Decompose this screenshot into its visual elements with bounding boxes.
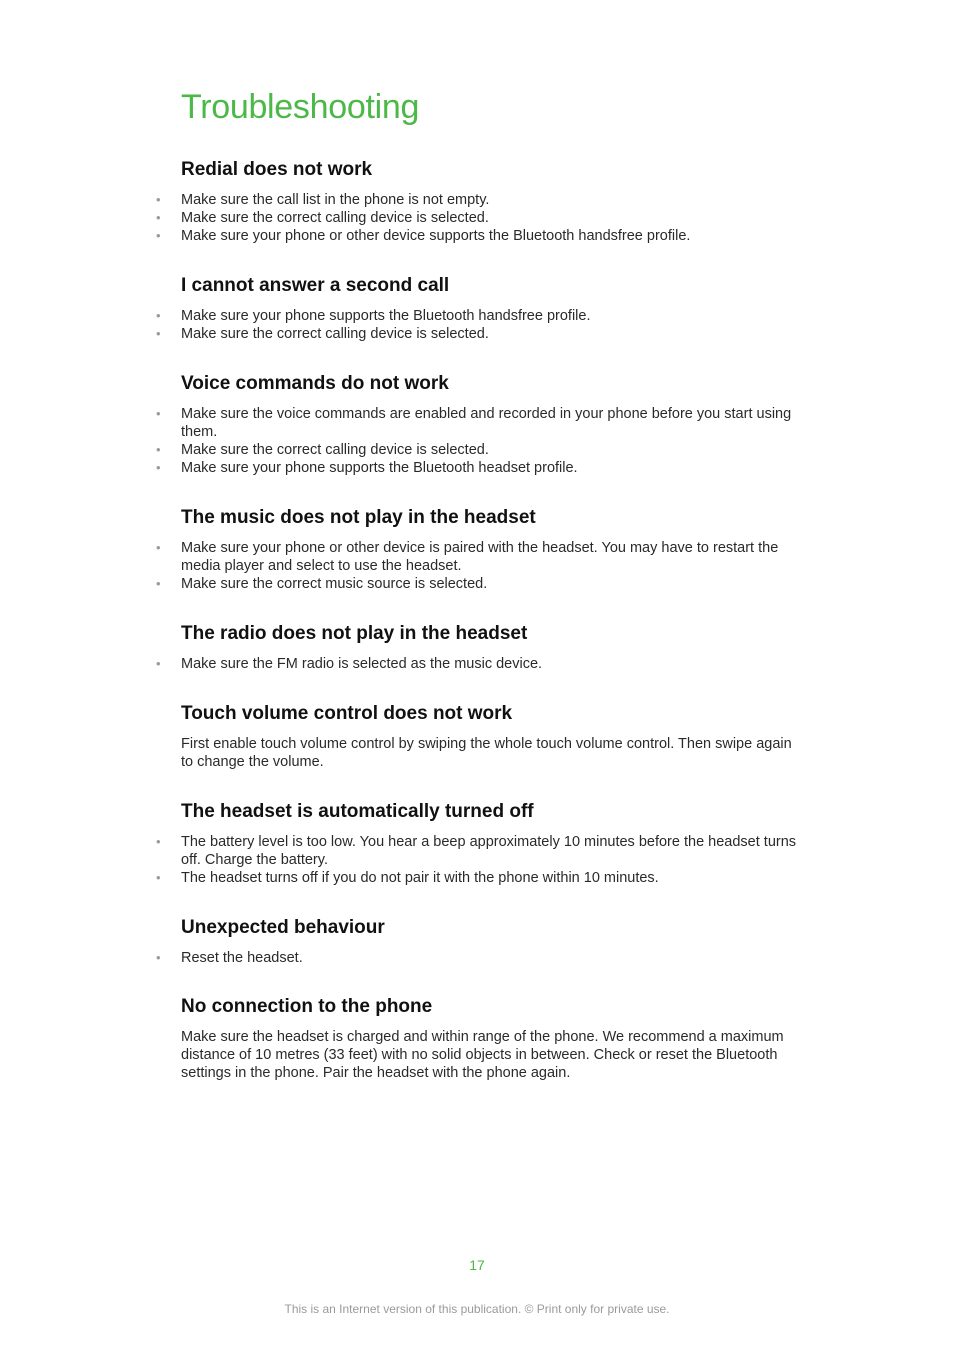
section-unexpected: [156, 916, 801, 967]
list-item: • Make sure your phone or other device supports the Bluetooth handsfree profile.: [156, 228, 691, 244]
bullet-icon: •: [156, 656, 161, 671]
bullet-icon: •: [156, 870, 161, 885]
bullet-list: [156, 191, 801, 245]
list-item: • The battery level is too low. You hear a beep approximately 10 minutes before the headset turns off. Charge the battery.: [156, 834, 797, 868]
list-item: • Make sure the correct music source is selected.: [156, 576, 488, 592]
bullet-icon: •: [156, 308, 161, 323]
list-item: • Make sure the correct calling device is selected.: [156, 442, 489, 458]
list-item: • Make sure the FM radio is selected as the music device.: [156, 656, 543, 672]
section-heading: Unexpected behaviour: [181, 917, 385, 938]
bullet-list: [156, 307, 801, 343]
bullet-icon: •: [156, 540, 161, 555]
section-auto-off: [156, 800, 801, 887]
bullet-icon: •: [156, 192, 161, 207]
bullet-icon: •: [156, 210, 161, 225]
list-item: • Make sure your phone or other device is paired with the headset. You may have to restart the media player and select to use the headset.: [156, 540, 779, 574]
bullet-icon: •: [156, 576, 161, 591]
section-heading: The headset is automatically turned off: [181, 801, 534, 822]
section-heading: The radio does not play in the headset: [181, 623, 528, 644]
list-item: • Make sure the voice commands are enabled and recorded in your phone before you start using them.: [156, 406, 792, 440]
bullet-icon: •: [156, 442, 161, 457]
section-heading: Touch volume control does not work: [181, 703, 513, 724]
bullet-list: [156, 405, 801, 477]
section-second-call: [156, 274, 801, 343]
list-item: • The headset turns off if you do not pair it with the phone within 10 minutes.: [156, 870, 659, 886]
section-redial: [156, 158, 801, 245]
footer-notice: This is an Internet version of this publication. © Print only for private use.: [284, 1302, 670, 1316]
page-title: Troubleshooting: [181, 88, 420, 126]
bullet-icon: •: [156, 406, 161, 421]
bullet-icon: •: [156, 228, 161, 243]
list-item: • Make sure your phone supports the Bluetooth handsfree profile.: [156, 308, 591, 324]
section-paragraph: Make sure the headset is charged and within range of the phone. We recommend a maximum distance of 10 metres (33 feet) with no solid objects in between. Check or reset the Bluetooth settings in the phone. Pair the headset with the phone again.: [181, 1029, 784, 1081]
bullet-list: [156, 833, 801, 887]
list-item: • Make sure your phone supports the Bluetooth headset profile.: [156, 460, 578, 476]
list-item: • Make sure the call list in the phone is not empty.: [156, 192, 490, 208]
bullet-icon: •: [156, 834, 161, 849]
section-heading: Voice commands do not work: [181, 373, 449, 394]
section-paragraph: First enable touch volume control by swiping the whole touch volume control. Then swipe again to change the volume.: [181, 736, 792, 770]
bullet-list: [156, 539, 801, 593]
section-heading: No connection to the phone: [181, 996, 433, 1017]
section-heading: The music does not play in the headset: [181, 507, 536, 528]
bullet-icon: •: [156, 326, 161, 341]
page-number: 17: [469, 1257, 485, 1273]
section-radio: [156, 622, 801, 673]
section-touch-volume: [181, 702, 801, 771]
section-music: [156, 506, 801, 593]
list-item: • Reset the headset.: [156, 950, 303, 966]
section-heading: Redial does not work: [181, 159, 373, 180]
bullet-icon: •: [156, 950, 161, 965]
bullet-list: [156, 949, 801, 967]
section-heading: I cannot answer a second call: [181, 275, 450, 296]
bullet-list: [156, 655, 801, 673]
bullet-icon: •: [156, 460, 161, 475]
list-item: • Make sure the correct calling device is selected.: [156, 326, 489, 342]
section-voice-commands: [156, 372, 801, 477]
list-item: • Make sure the correct calling device is selected.: [156, 210, 489, 226]
section-no-connection: [181, 995, 801, 1082]
